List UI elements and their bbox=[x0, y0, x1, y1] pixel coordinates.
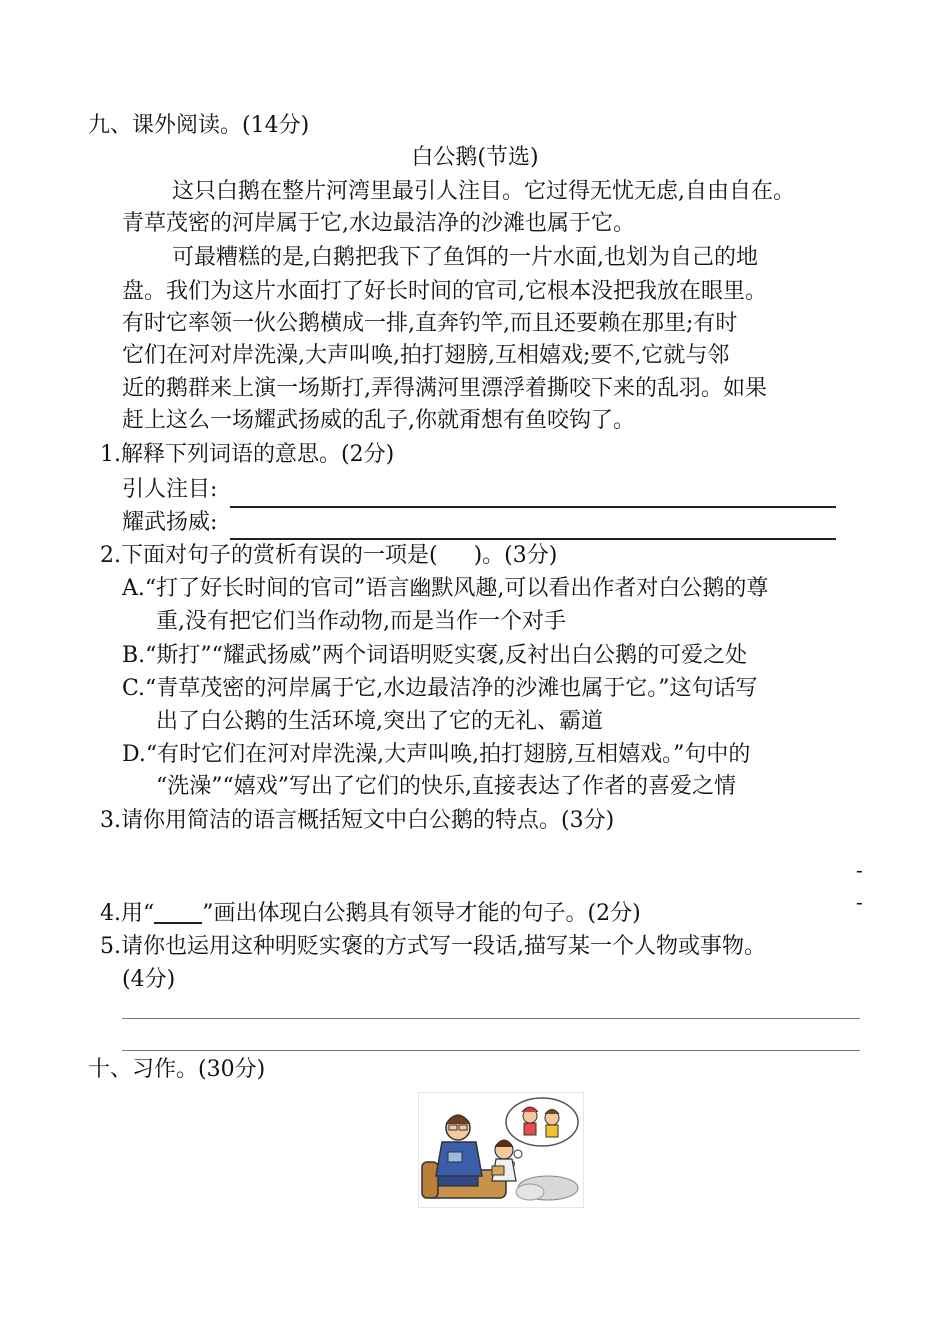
term-label: 耀武扬威: bbox=[122, 510, 218, 535]
question-4 bbox=[100, 898, 641, 930]
option-a-cont: 重,没有把它们当作动物,而是当作一个对手 bbox=[156, 609, 566, 634]
passage-line: 盘。我们为这片水面打了好长时间的官司,它根本没把我放在眼里。 bbox=[122, 279, 767, 304]
section-heading-composition: 十、习作。(30分) bbox=[88, 1057, 266, 1082]
passage-line: 这只白鹅在整片河湾里最引人注目。它过得无忧无虑,自由自在。 bbox=[172, 179, 795, 204]
option-b: B.“斯打”“耀武扬威”两个词语明贬实褒,反衬出白公鹅的可爱之处 bbox=[122, 643, 748, 668]
family-cartoon-icon bbox=[418, 1092, 584, 1208]
term-label: 引人注目: bbox=[122, 477, 218, 502]
question-5: 5.请你也运用这种明贬实褒的方式写一段话,描写某一个人物或事物。 bbox=[100, 934, 766, 959]
writing-line[interactable] bbox=[122, 1018, 860, 1019]
margin-mark: - bbox=[856, 858, 863, 882]
passage-line: 有时它率领一伙公鹅横成一排,直奔钓竿,而且还要赖在那里;有时 bbox=[122, 311, 738, 336]
passage-title: 白公鹅(节选) bbox=[411, 145, 539, 170]
option-d-cont: “洗澡”“嬉戏”写出了它们的快乐,直接表达了作者的喜爱之情 bbox=[156, 774, 736, 799]
question-2 bbox=[100, 540, 557, 572]
question-1: 1.解释下列词语的意思。(2分) bbox=[100, 442, 395, 467]
question-2-text: 2.下面对句子的赏析有误的一项是( bbox=[100, 543, 438, 568]
question-4-text-end: ”画出体现白公鹅具有领导才能的句子。(2分) bbox=[202, 901, 641, 926]
section-heading-reading: 九、课外阅读。(14分) bbox=[88, 113, 310, 138]
option-d: D.“有时它们在河对岸洗澡,大声叫唤,拍打翅膀,互相嬉戏。”句中的 bbox=[122, 742, 751, 767]
question-2-points: )。(3分) bbox=[473, 543, 558, 568]
question-3: 3.请你用简洁的语言概括短文中白公鹅的特点。(3分) bbox=[100, 808, 615, 833]
underline-sample bbox=[154, 900, 202, 924]
passage-line: 它们在河对岸洗澡,大声叫唤,拍打翅膀,互相嬉戏;要不,它就与邻 bbox=[122, 343, 730, 368]
option-c: C.“青草茂密的河岸属于它,水边最洁净的沙滩也属于它。”这句话写 bbox=[122, 676, 758, 701]
passage-line: 青草茂密的河岸属于它,水边最洁净的沙滩也属于它。 bbox=[122, 211, 635, 236]
writing-line[interactable] bbox=[122, 1050, 860, 1051]
passage-line: 赶上这么一场耀武扬威的乱子,你就甭想有鱼咬钩了。 bbox=[122, 408, 635, 433]
option-c-cont: 出了白公鹅的生活环境,突出了它的无礼、霸道 bbox=[156, 709, 603, 734]
option-a: A.“打了好长时间的官司”语言幽默风趣,可以看出作者对白公鹅的尊 bbox=[122, 576, 769, 601]
passage-line: 可最糟糕的是,白鹅把我下了鱼饵的一片水面,也划为自己的地 bbox=[172, 245, 758, 270]
margin-mark: - bbox=[856, 890, 863, 914]
answer-line[interactable] bbox=[230, 506, 836, 508]
passage-line: 近的鹅群来上演一场斯打,弄得满河里漂浮着撕咬下来的乱羽。如果 bbox=[122, 376, 767, 401]
question-5-points: (4分) bbox=[122, 967, 176, 992]
question-4-text: 4.用“ bbox=[100, 901, 155, 926]
